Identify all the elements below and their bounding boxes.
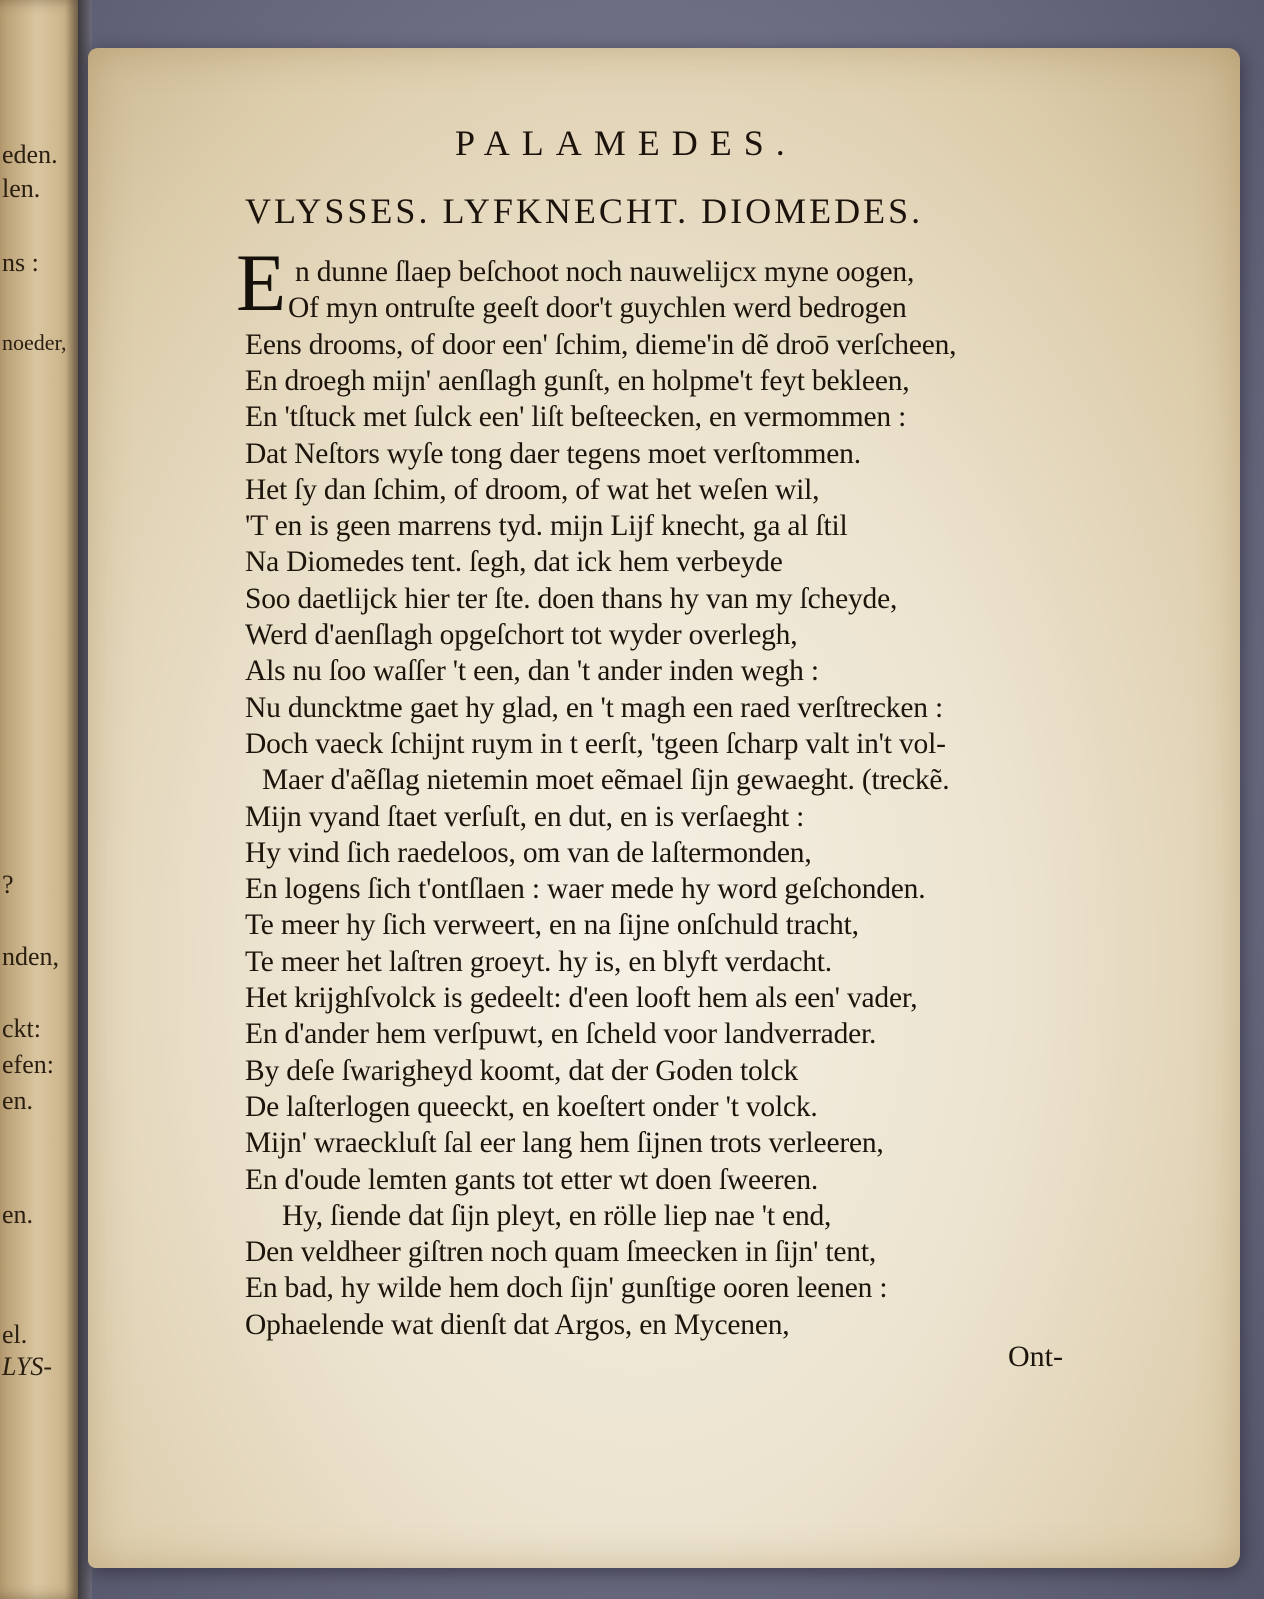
verse-line: Hy, ſiende dat ſijn pleyt, en rölle liep nae 't end, (282, 1199, 832, 1232)
left-page-edge (0, 0, 82, 1599)
verse-line: Doch vaeck ſchijnt ruym in t eerſt, 'tgeen ſcharp valt in't vol- (245, 727, 946, 760)
left-page-fragment: eden. (2, 140, 58, 169)
left-page-fragment: len. (2, 174, 41, 203)
verse-line: En bad, hy wilde hem doch ſijn' gunſtige ooren leenen : (245, 1272, 888, 1305)
verse-line: Soo daetlijck hier ter ſte. doen thans hy van my ſcheyde, (245, 582, 898, 615)
left-page-fragment: ns : (2, 248, 39, 277)
verse-line: Maer d'aẽſlag nietemin moet eẽmael ſijn gewaeght. (treckẽ. (262, 764, 950, 797)
verse-line: Als nu ſoo waſſer 't een, dan 't ander inden wegh : (245, 655, 819, 688)
verse-line: Mijn' wraeckluſt ſal eer lang hem ſijnen trots verleeren, (245, 1127, 884, 1160)
left-page-fragment: en. (2, 1086, 34, 1115)
verse-line: En 'tſtuck met ſulck een' liſt beſteecken, en vermommen : (245, 401, 907, 434)
left-page-fragment: ? (2, 870, 14, 899)
speaker-heading: VLYSSES. LYFKNECHT. DIOMEDES. (245, 191, 924, 231)
left-page-fragment: el. (2, 1320, 28, 1349)
verse-line: Te meer het laſtren groeyt. hy is, en blyft verdacht. (245, 945, 832, 978)
verse-line: De laſterlogen queeckt, en koeſtert onder 't volck. (245, 1090, 818, 1123)
left-page-fragment: noeder, (2, 330, 67, 355)
verse-line: Te meer hy ſich verweert, en na ſijne onſchuld tracht, (245, 909, 859, 942)
left-page-fragment: LYS- (2, 1352, 53, 1381)
verse-line: Den veldheer giſtren noch quam ſmeecken in ſijn' tent, (245, 1236, 877, 1269)
left-page-fragment: efen: (2, 1050, 54, 1079)
verse-line: Ophaelende wat dienſt dat Argos, en Mycenen, (245, 1308, 790, 1341)
verse-line: n dunne ſlaep beſchoot noch nauwelijcx myne oogen, (295, 256, 915, 288)
verse-line: Het ſy dan ſchim, of droom, of wat het weſen wil, (245, 473, 820, 506)
verse-line: Hy vind ſich raedeloos, om van de laſtermonden, (245, 836, 812, 869)
catchword: Ont- (1008, 1340, 1063, 1373)
left-page-fragment: ckt: (2, 1014, 41, 1043)
verse-line: En d'ander hem verſpuwt, en ſcheld voor landverrader. (245, 1018, 877, 1051)
verse-line: Of myn ontruſte geeſt door't guychlen werd bedrogen (288, 292, 907, 325)
left-page-fragment: nden, (2, 942, 60, 971)
verse-line: Dat Neſtors wyſe tong daer tegens moet verſtommen. (245, 437, 861, 470)
verse-line: Mijn vyand ſtaet verſuſt, en dut, en is verſaeght : (245, 800, 805, 833)
verse-line: En droegh mijn' aenſlagh gunſt, en holpme't feyt bekleen, (245, 364, 910, 397)
verse-line: Nu duncktme gaet hy glad, en 't magh een raed verſtrecken : (245, 691, 943, 724)
running-head: PALAMEDES. (455, 123, 797, 163)
left-page-fragment: en. (2, 1200, 34, 1229)
verse-line: 'T en is geen marrens tyd. mijn Lijf knecht, ga al ſtil (245, 510, 848, 543)
verse-line: Het krijghſvolck is gedeelt: d'een looft hem als een' vader, (245, 982, 918, 1014)
verse-line: Na Diomedes tent. ſegh, dat ick hem verbeyde (245, 546, 783, 579)
verse-line: Eens drooms, of door een' ſchim, dieme'in dẽ droō verſcheen, (245, 328, 957, 361)
verse-line: Werd d'aenſlagh opgeſchort tot wyder overlegh, (245, 619, 798, 651)
verse-line: En d'oude lemten gants tot etter wt doen ſweeren. (245, 1163, 819, 1196)
verse-line: En logens ſich t'ontſlaen : waer mede hy word geſchonden. (245, 873, 926, 906)
verse-line: By deſe ſwarigheyd koomt, dat der Goden tolck (245, 1054, 798, 1087)
drop-cap: E (236, 237, 287, 328)
